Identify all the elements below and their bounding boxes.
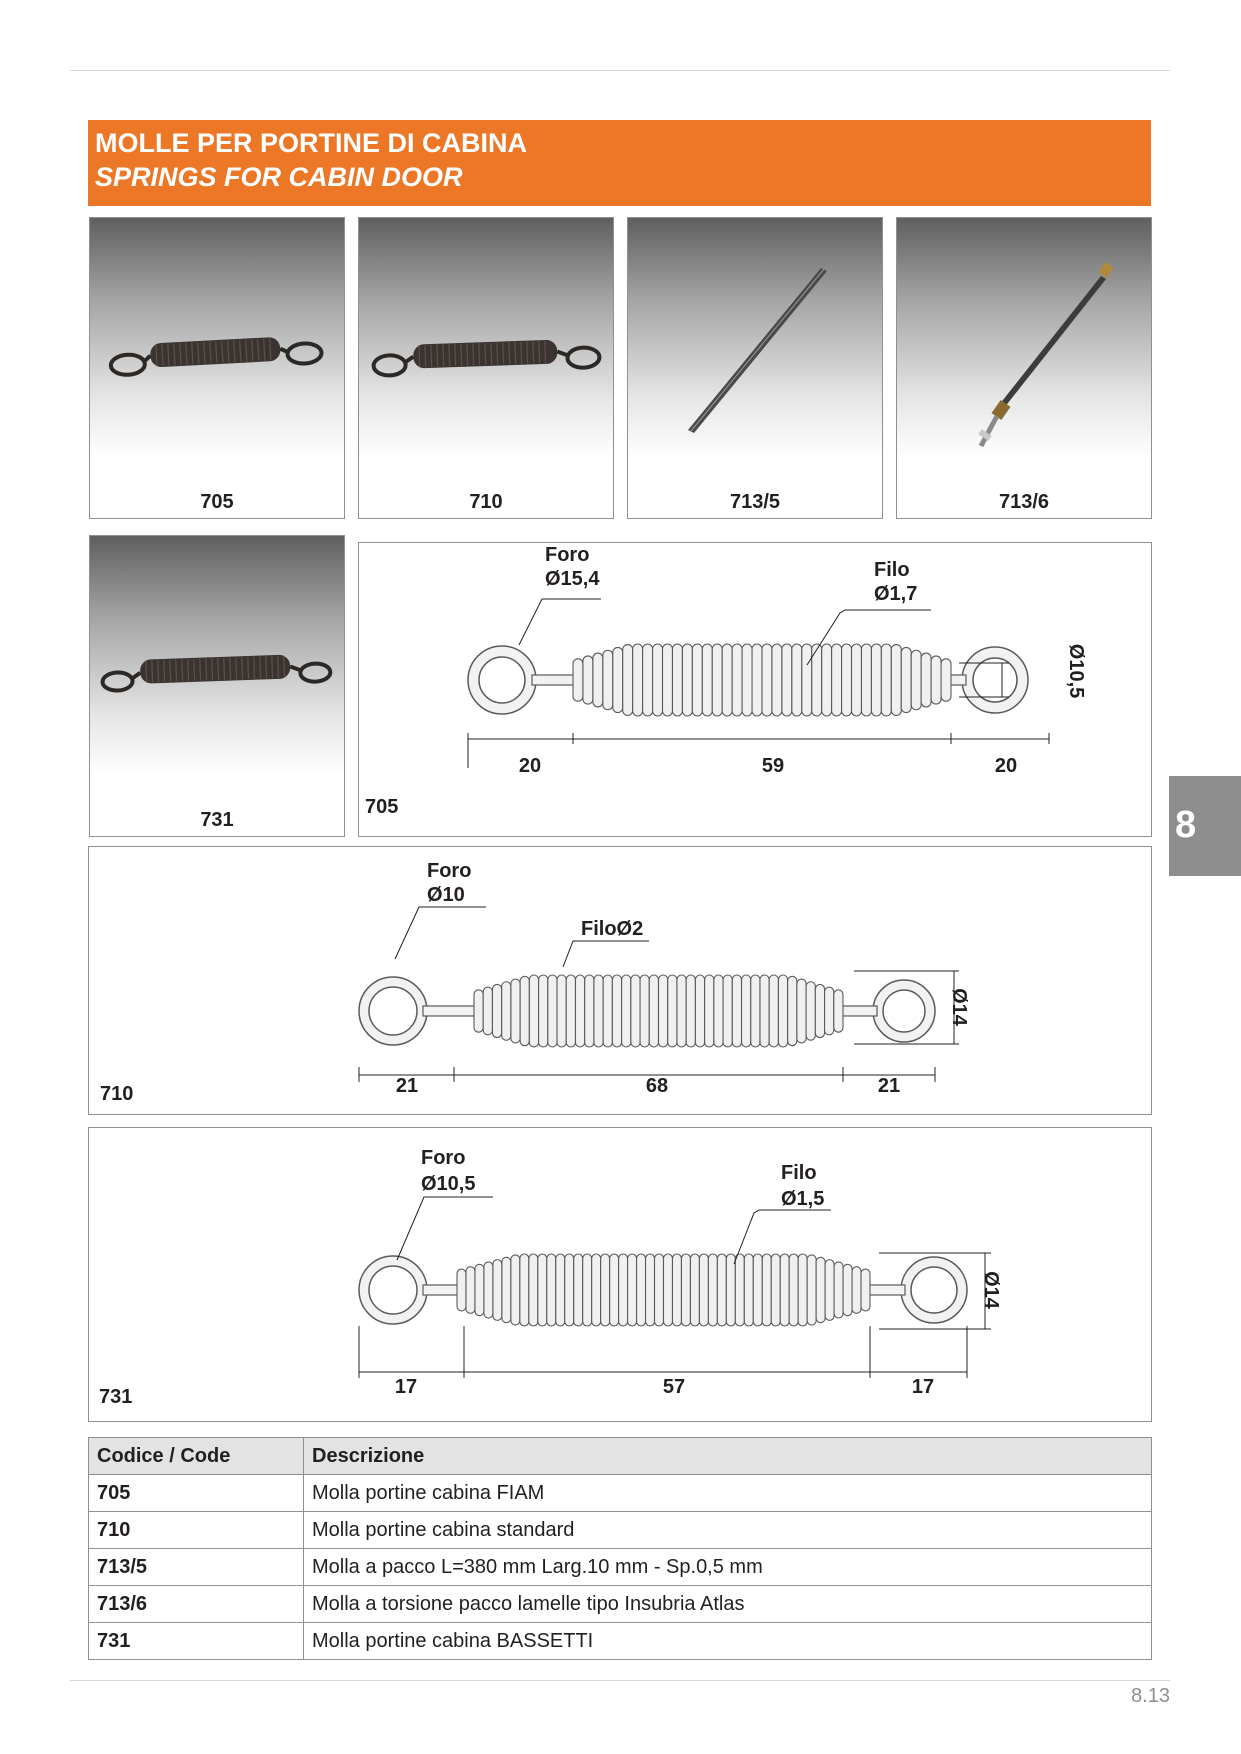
dim-left: 21 <box>395 1075 419 1097</box>
spring-image-713-6 <box>897 218 1152 519</box>
header-code: Codice / Code <box>89 1438 304 1475</box>
dim-right: 20 <box>994 755 1018 777</box>
row-description: Molla portine cabina FIAM <box>304 1475 1152 1512</box>
hole-label: Foro <box>427 860 472 882</box>
wire-label: Filo <box>874 559 910 581</box>
hole-label: Foro <box>421 1147 466 1169</box>
product-table <box>88 1437 1152 1660</box>
row-code: 710 <box>89 1512 304 1549</box>
bottom-rule <box>70 1680 1170 1681</box>
dim-middle: 59 <box>761 755 785 777</box>
photo-code: 713/5 <box>729 491 781 513</box>
dim-right: 17 <box>911 1376 935 1398</box>
photo-713-6 <box>896 217 1152 519</box>
photo-code: 713/6 <box>998 491 1050 513</box>
table-row <box>89 1623 1152 1660</box>
drawing-code: 710 <box>100 1083 134 1105</box>
drawing-code: 705 <box>365 796 399 818</box>
table-header-row <box>89 1438 1152 1475</box>
photo-705 <box>89 217 345 519</box>
spring-image-713-5 <box>628 218 883 519</box>
dim-middle: 57 <box>662 1376 686 1398</box>
header-description: Descrizione <box>304 1438 1152 1475</box>
spring-outline <box>468 644 1028 716</box>
row-description: Molla portine cabina standard <box>304 1512 1152 1549</box>
dim-left: 17 <box>394 1376 418 1398</box>
wire-label: Filo <box>781 1162 817 1184</box>
table-row <box>89 1475 1152 1512</box>
spring-outline <box>359 975 935 1047</box>
photo-code: 710 <box>469 491 503 513</box>
row-code: 713/6 <box>89 1586 304 1623</box>
top-rule <box>70 70 1170 71</box>
section-tab[interactable]: 8 <box>1169 776 1241 876</box>
hole-value: Ø15,4 <box>545 568 600 590</box>
wire-label: FiloØ2 <box>581 918 644 940</box>
photo-code: 705 <box>200 491 234 513</box>
section-banner <box>88 120 1151 206</box>
drawing-705 <box>358 542 1152 837</box>
hole-value: Ø10 <box>427 884 465 906</box>
diameter-value: Ø14 <box>980 1271 1002 1309</box>
diameter-value: Ø14 <box>948 988 970 1026</box>
photo-710 <box>358 217 614 519</box>
spring-drawing-710 <box>89 847 1153 1116</box>
drawing-731 <box>88 1127 1152 1422</box>
title-italian: MOLLE PER PORTINE DI CABINA <box>95 128 528 158</box>
row-description: Molla a torsione pacco lamelle tipo Insubria Atlas <box>304 1586 1152 1623</box>
spring-drawing-705 <box>359 543 1153 838</box>
wire-value: Ø1,7 <box>874 583 918 605</box>
spring-outline <box>359 1254 967 1326</box>
photo-code: 731 <box>200 809 234 831</box>
row-code: 731 <box>89 1623 304 1660</box>
photo-713-5 <box>627 217 883 519</box>
table-row <box>89 1549 1152 1586</box>
spring-image-710 <box>359 218 614 519</box>
row-description: Molla a pacco L=380 mm Larg.10 mm - Sp.0,5 mm <box>304 1549 1152 1586</box>
spring-drawing-731 <box>89 1128 1153 1423</box>
spring-image-731 <box>90 536 345 837</box>
photo-731 <box>89 535 345 837</box>
dim-right: 21 <box>877 1075 901 1097</box>
table-row <box>89 1586 1152 1623</box>
table-row <box>89 1512 1152 1549</box>
drawing-code: 731 <box>99 1386 133 1408</box>
hole-label: Foro <box>545 544 590 566</box>
spring-image-705 <box>90 218 345 519</box>
diameter-value: Ø10,5 <box>1065 643 1087 699</box>
drawing-710 <box>88 846 1152 1115</box>
row-description: Molla portine cabina BASSETTI <box>304 1623 1152 1660</box>
dim-middle: 68 <box>645 1075 669 1097</box>
row-code: 705 <box>89 1475 304 1512</box>
title-english: SPRINGS FOR CABIN DOOR <box>95 162 463 192</box>
wire-value: Ø1,5 <box>781 1188 825 1210</box>
hole-value: Ø10,5 <box>421 1173 476 1195</box>
page-number: 8.13 <box>1131 1685 1170 1707</box>
row-code: 713/5 <box>89 1549 304 1586</box>
dim-left: 20 <box>518 755 542 777</box>
